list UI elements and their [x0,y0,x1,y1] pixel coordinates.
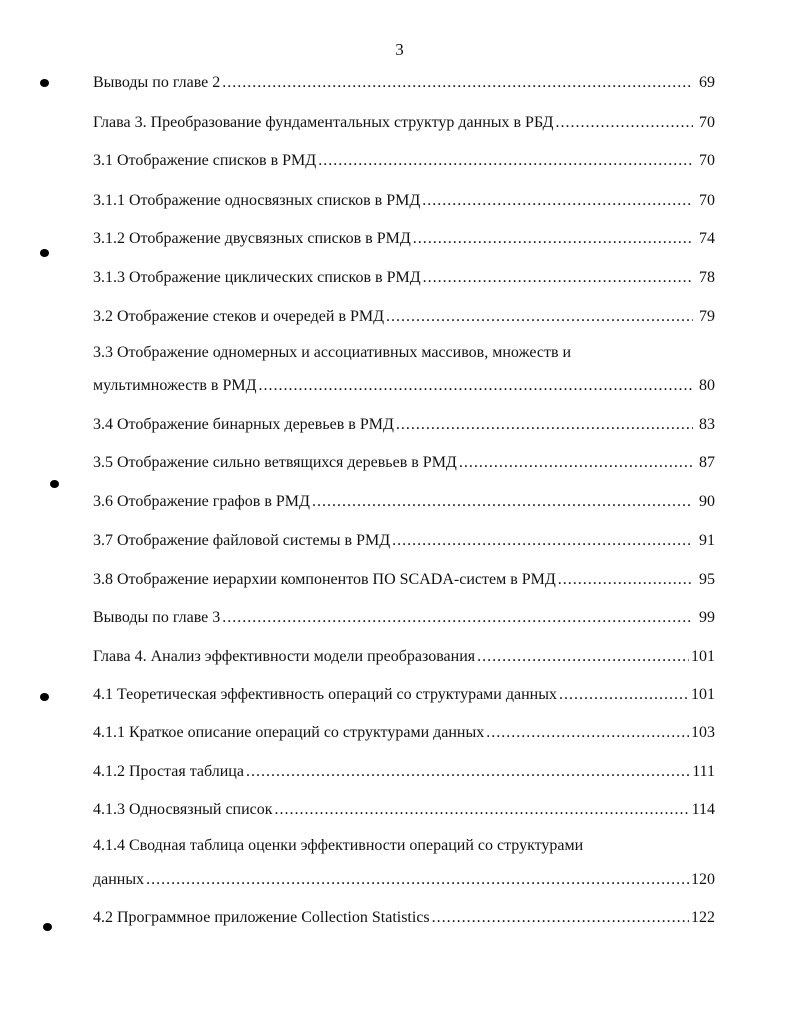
margin-dot [40,249,49,257]
toc-entry [93,685,715,705]
margin-dot [40,79,49,87]
toc-entry-page: 114 [691,801,715,818]
toc-entry-page: 78 [699,269,715,286]
toc-entry-line1 [93,836,715,856]
toc-entry-title: 3.1 Отображение списков в РМД [93,152,317,169]
dot-leader [558,570,693,590]
toc-entry [93,151,715,171]
dot-leader [392,531,693,551]
toc-entry-title: 3.6 Отображение графов в РМД [93,493,310,510]
toc-entry-page: 80 [699,377,715,394]
toc-entry-title: 4.1.4 Сводная таблица оценки эффективности операций со структурами [93,837,584,854]
toc-entry-page: 95 [699,571,715,588]
toc-entry [93,453,715,473]
toc-entry-title: 3.5 Отображение сильно ветвящихся деревьев в РМД [93,454,457,471]
toc-entry-page: 79 [699,308,715,325]
toc-entry-title: 3.3 Отображение одномерных и ассоциативных массивов, множеств и [93,344,572,361]
toc-entry-page: 70 [699,192,715,209]
toc-entry-line1 [93,343,715,363]
dot-leader [259,376,693,396]
dot-leader [396,415,693,435]
toc-entry [93,191,715,211]
dot-leader [312,492,693,512]
toc-entry [93,376,715,396]
toc-entry-title: 3.4 Отображение бинарных деревьев в РМД [93,416,394,433]
dot-leader [146,870,689,890]
toc-entry [93,723,715,743]
toc-entry [93,531,715,551]
toc-entry [93,229,715,249]
dot-leader [459,453,693,473]
toc-entry [93,492,715,512]
toc-entry [93,800,715,820]
toc-entry-title: 4.2 Программное приложение Collection Statistics [93,909,430,926]
dot-leader [555,113,693,133]
toc-entry [93,73,715,93]
toc-entry-title: Выводы по главе 3 [93,609,221,626]
toc-entry [93,870,715,890]
dot-leader [413,229,693,249]
dot-leader [559,685,689,705]
toc-entry-title: 4.1.2 Простая таблица [93,763,244,780]
dot-leader [246,762,690,782]
toc-entry-title: 3.1.2 Отображение двусвязных списков в РМД [93,230,411,247]
toc-entry-title: 4.1.3 Односвязный список [93,801,273,818]
toc-entry-page: 90 [699,493,715,510]
toc-entry-title: Глава 3. Преобразование фундаментальных структур данных в РБД [93,114,554,131]
toc-entry-page: 87 [699,454,715,471]
dot-leader [477,647,689,667]
toc-entry-title: 4.1 Теоретическая эффективность операций со структурами данных [93,686,557,703]
dot-leader [222,608,693,628]
toc-entry-title: 4.1.1 Краткое описание операций со структурами данных [93,724,485,741]
toc-entry-title: 3.1.1 Отображение односвязных списков в РМД [93,192,421,209]
toc-entry-page: 99 [699,609,715,626]
toc-entry-title: Выводы по главе 2 [93,74,221,91]
dot-leader [318,151,693,171]
toc-entry-page: 103 [691,724,715,741]
toc-entry-page: 122 [691,909,715,926]
dot-leader [486,723,689,743]
toc-entry [93,113,715,133]
toc-entry [93,608,715,628]
toc-entry [93,570,715,590]
margin-dot [43,923,52,931]
toc-entry-title: Глава 4. Анализ эффективности модели преобразования [93,648,476,665]
toc-entry-page: 70 [699,114,715,131]
toc-entry-page: 70 [699,152,715,169]
dot-leader [432,908,689,928]
toc-entry [93,268,715,288]
toc-entry-page: 91 [699,532,715,549]
margin-dot [50,480,59,488]
toc-entry [93,762,715,782]
toc-entry-page: 69 [699,74,715,91]
toc-entry-title: 3.7 Отображение файловой системы в РМД [93,532,391,549]
toc-entry-page: 101 [691,648,715,665]
toc-entry-page: 101 [691,686,715,703]
dot-leader [275,800,690,820]
dot-leader [422,191,693,211]
toc-entry [93,647,715,667]
toc-entry [93,908,715,928]
toc-entry-title: 3.1.3 Отображение циклических списков в РМД [93,269,421,286]
dot-leader [423,268,693,288]
toc-entry [93,307,715,327]
dot-leader [386,307,693,327]
dot-leader [222,73,693,93]
toc-entry-title-cont: мультимножеств в РМД [93,377,257,394]
toc-entry-page: 83 [699,416,715,433]
toc-entry-page: 74 [699,230,715,247]
toc-entry [93,415,715,435]
page-number: 3 [395,40,404,59]
toc-entry-title-cont: данных [93,871,145,888]
margin-dot [40,693,49,701]
toc-entry-page: 111 [692,763,715,780]
toc-entry-page: 120 [691,871,715,888]
toc-entry-title: 3.8 Отображение иерархии компонентов ПО SCADA-систем в РМД [93,571,556,588]
toc-entry-title: 3.2 Отображение стеков и очередей в РМД [93,308,385,325]
